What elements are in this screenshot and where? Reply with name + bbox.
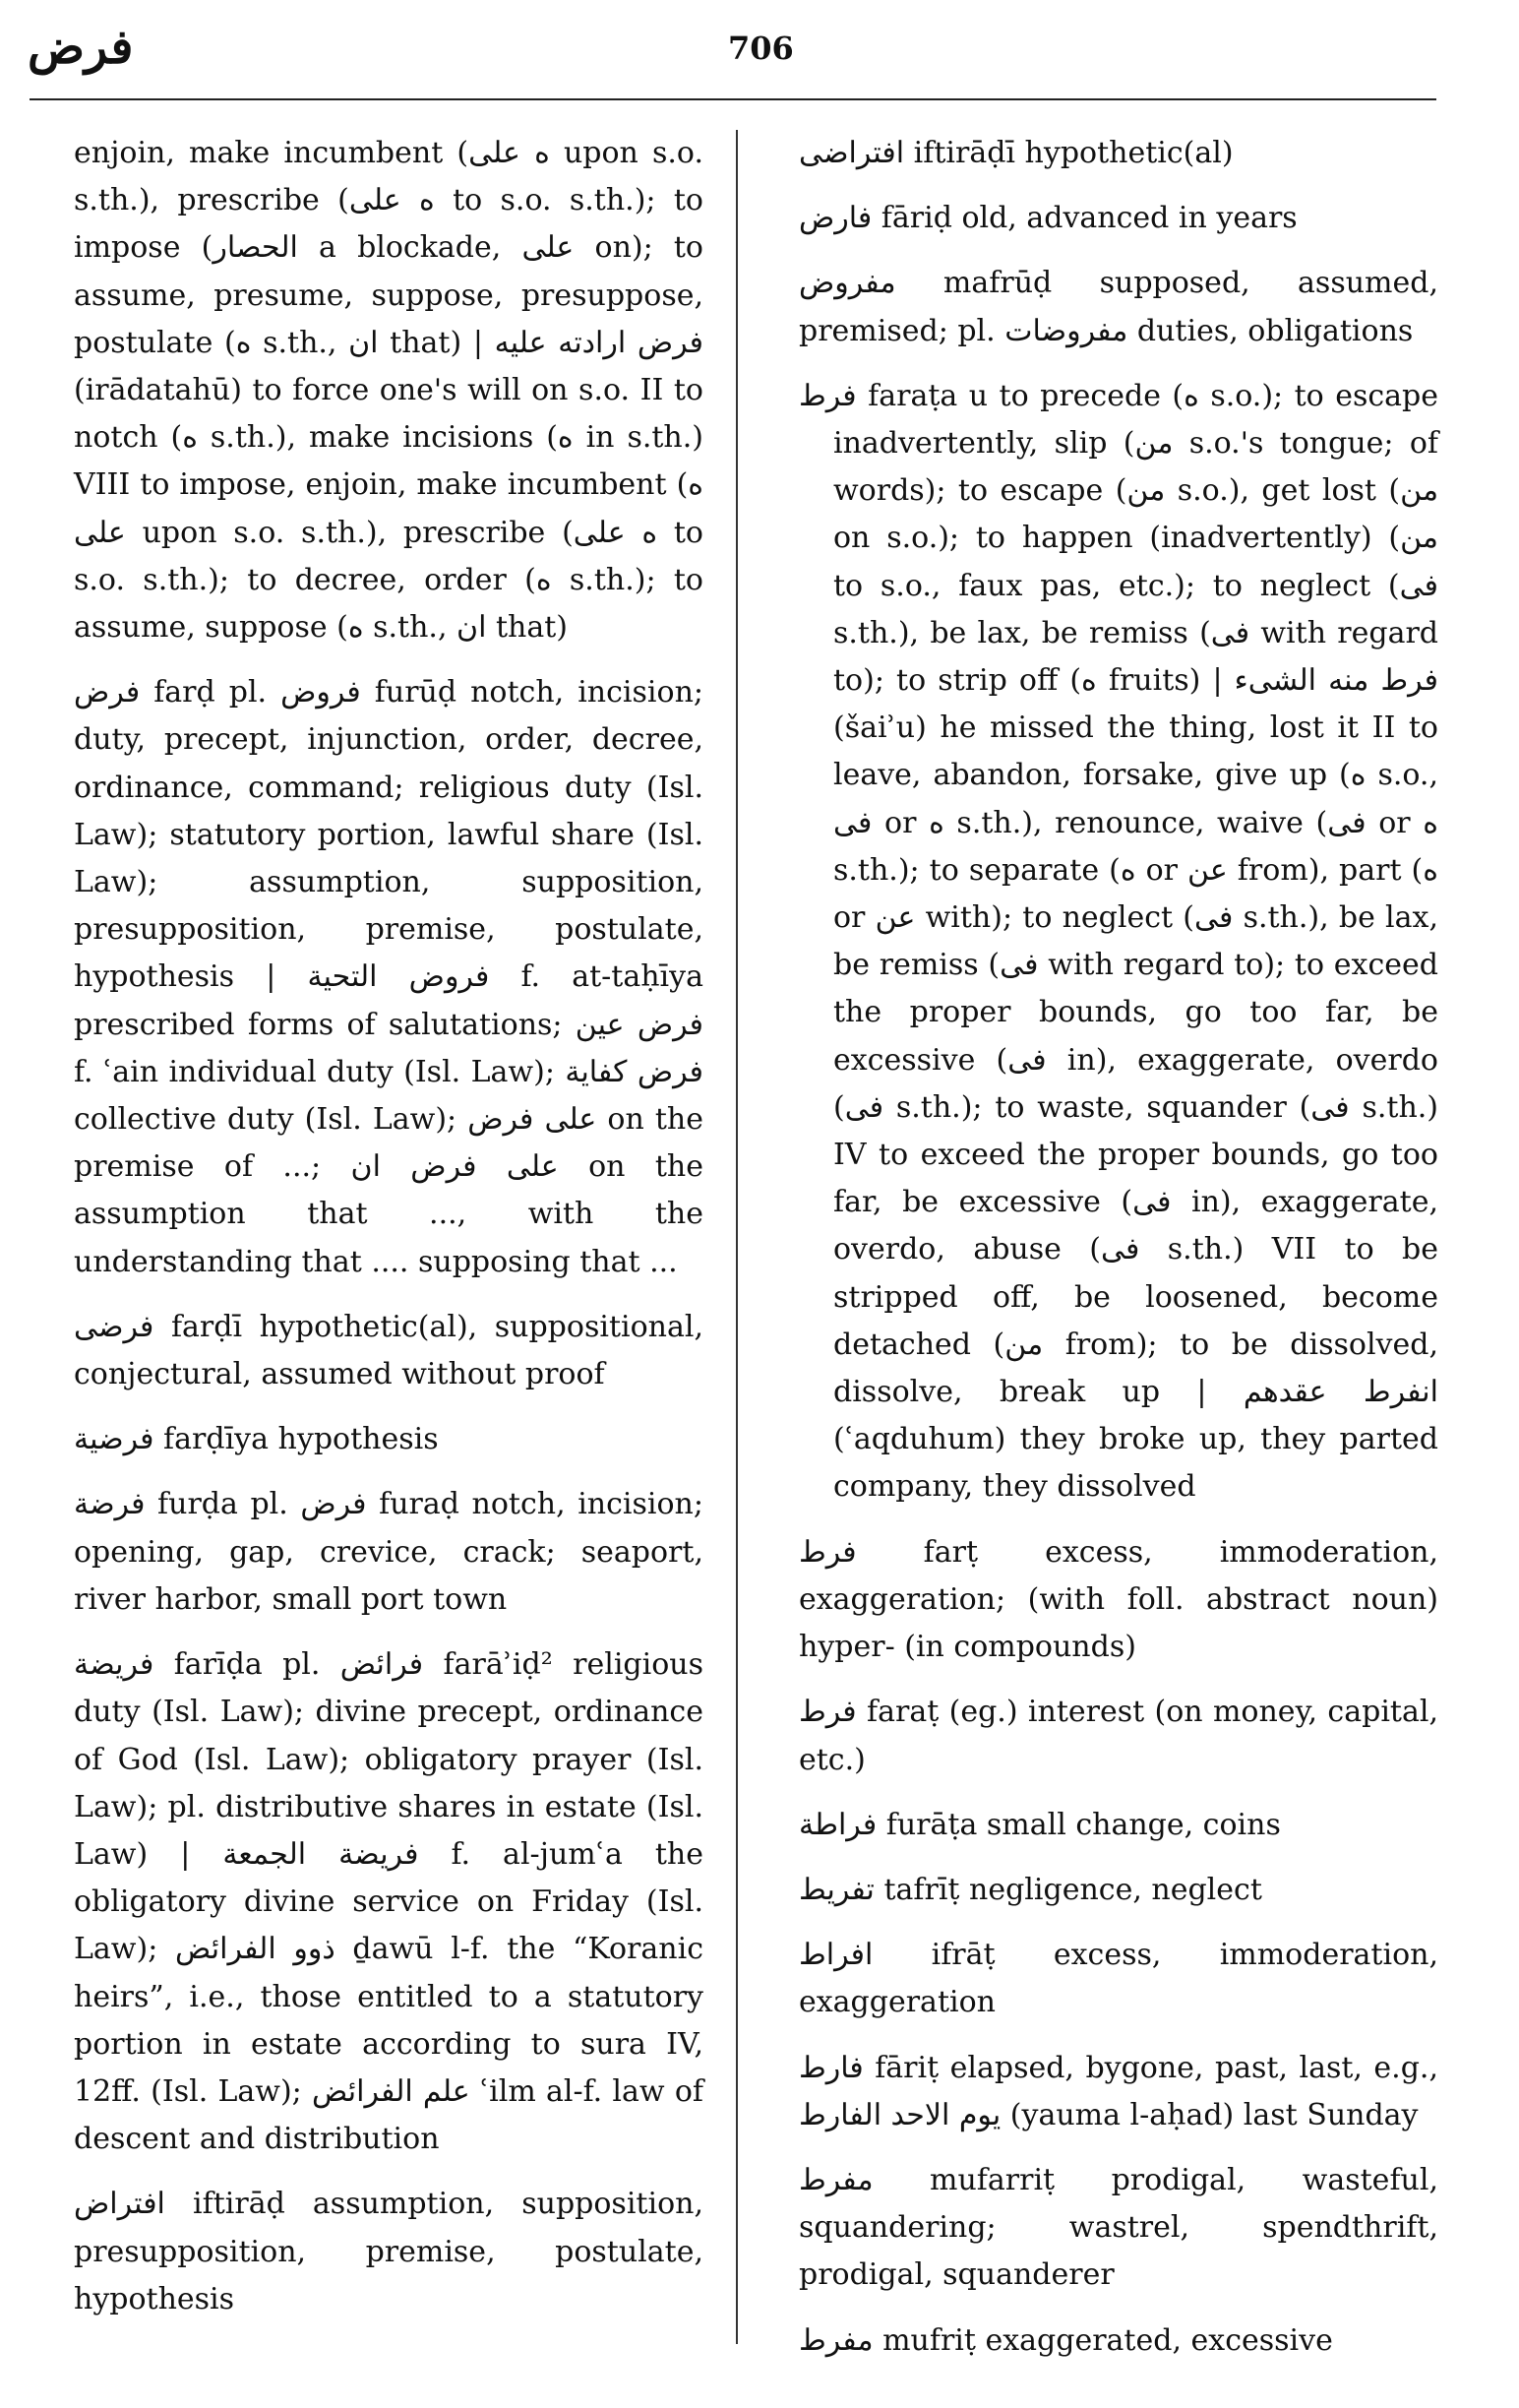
dictionary-entry: افراط ifrāṭ excess, immoderation, exaggeration	[799, 1938, 1438, 2020]
dictionary-entry: مفرط mufriṭ exaggerated, excessive	[799, 2322, 1333, 2358]
guide-word: فرض	[28, 20, 134, 75]
dictionary-entry: فرض farḍ pl. فروض furūḍ notch, incision; duty, precept, injunction, order, decree, ordinance, command; religious duty (Isl. Law); statutory portion, lawful share (Isl. Law); assumption, supposition, presupposition, premise, postulate, hypothesis | فروض التحية f. at-taḥīya prescribed forms of salutations; فرض عين f. ʿain individual duty (Isl. Law); فرض كفاية collective duty (Isl. Law); على فرض on the premise of ...; على فرض ان on the assumption that ..., with the understanding that .... supposing that ...	[74, 675, 704, 1279]
right-column	[799, 130, 1438, 2382]
dictionary-entry: فرط farṭ excess, immoderation, exaggeration; (with foll. abstract noun) hyper- (in compounds)	[799, 1534, 1438, 1665]
dictionary-entry: فرضى farḍī hypothetic(al), suppositional, conjectural, assumed without proof	[74, 1309, 703, 1392]
dictionary-entry: فريضة farīḍa pl. فرائض farāʾiḍ² religious duty (Isl. Law); divine precept, ordinance of God (Isl. Law); obligatory prayer (Isl. Law); pl. distributive shares in estate (Isl. Law) | فريضة الجمعة f. al-jumʿa the obligatory divine service on Friday (Isl. Law); ذوو الفرائض ḏawū l-f. the “Koranic heirs”, i.e., those entitled to a statutory portion in estate according to sura IV, 12ff. (Isl. Law); علم الفرائض ʿilm al-f. law of descent and distribution	[74, 1647, 703, 2157]
dictionary-entry: مفروض mafrūḍ supposed, assumed, premised; pl. مفروضات duties, obligations	[799, 266, 1438, 348]
column-divider	[736, 130, 738, 2344]
dictionary-entry: افتراضى iftirāḍī hypothetic(al)	[799, 136, 1234, 170]
dictionary-entry: فراطة furāṭa small change, coins	[799, 1807, 1281, 1842]
dictionary-entry: مفرط mufarriṭ prodigal, wasteful, squandering; wastrel, spendthrift, prodigal, squanderer	[799, 2162, 1438, 2293]
page-number: 706	[728, 30, 794, 67]
dictionary-entry: فارط fāriṭ elapsed, bygone, past, last, e.g., يوم الاحد الفارط (yauma l-aḥad) last Sunday	[799, 2050, 1438, 2132]
header-rule	[30, 98, 1436, 100]
dictionary-entry: enjoin, make incumbent (ه على upon s.o. s.th.), prescribe (ه على to s.o. s.th.); to impose (الحصار a blockade, على on); to assume, presume, suppose, presuppose, postulate (ه s.th., ان that) | فرض ارادته عليه (irādatahū) to force one's will on s.o. II to notch (ه s.th.), make incisions (ه in s.th.) VIII to impose, enjoin, make incumbent (ه على upon s.o. s.th.), prescribe (ه على to s.o. s.th.); to decree, order (ه s.th.); to assume, suppose (ه s.th., ان that)	[74, 136, 704, 646]
dictionary-entry: افتراض iftirāḍ assumption, supposition, presupposition, premise, postulate, hypothesis	[74, 2187, 703, 2316]
page-header	[0, 0, 1519, 98]
dictionary-entry: فرط faraṭ (eg.) interest (on money, capital, etc.)	[799, 1695, 1438, 1777]
dictionary-entry: فرضية farḍīya hypothesis	[74, 1422, 439, 1457]
left-column	[74, 130, 703, 2341]
dictionary-entry: تفريط tafrīṭ negligence, neglect	[799, 1872, 1262, 1907]
dictionary-entry: فرضة furḍa pl. فرض furaḍ notch, incision; opening, gap, crevice, crack; seaport, river harbor, small port town	[74, 1487, 703, 1617]
dictionary-root-entry: فرط faraṭa u to precede (ه s.o.); to escape inadvertently, slip (من s.o.'s tongue; of words); to escape (من s.o.), get lost (من on s.o.); to happen (inadvertently) (من to s.o., faux pas, etc.); to neglect (فى s.th.), be lax, be remiss (فى with regard to); to strip off (ه fruits) | فرط منه الشىء (šaiʾu) he missed the thing, lost it II to leave, abandon, forsake, give up (ه s.o., فى or ه s.th.), renounce, waive (فى or ه s.th.); to separate (ه or عن from), part (ه or عن with); to neglect (فى s.th.), be lax, be remiss (فى with regard to); to exceed the proper bounds, go too far, be excessive (فى in), exaggerate, overdo (فى s.th.); to waste, squander (فى s.th.) IV to exceed the proper bounds, go too far, be excessive (فى in), exaggerate, overdo, abuse (فى s.th.) VII to be stripped off, be loosened, become detached (من from); to be dissolved, dissolve, break up | انفرط عقدهم (ʿaqduhum) they broke up, they parted company, they dissolved	[799, 378, 1439, 1505]
dictionary-entry: فارض fāriḍ old, advanced in years	[799, 201, 1298, 236]
